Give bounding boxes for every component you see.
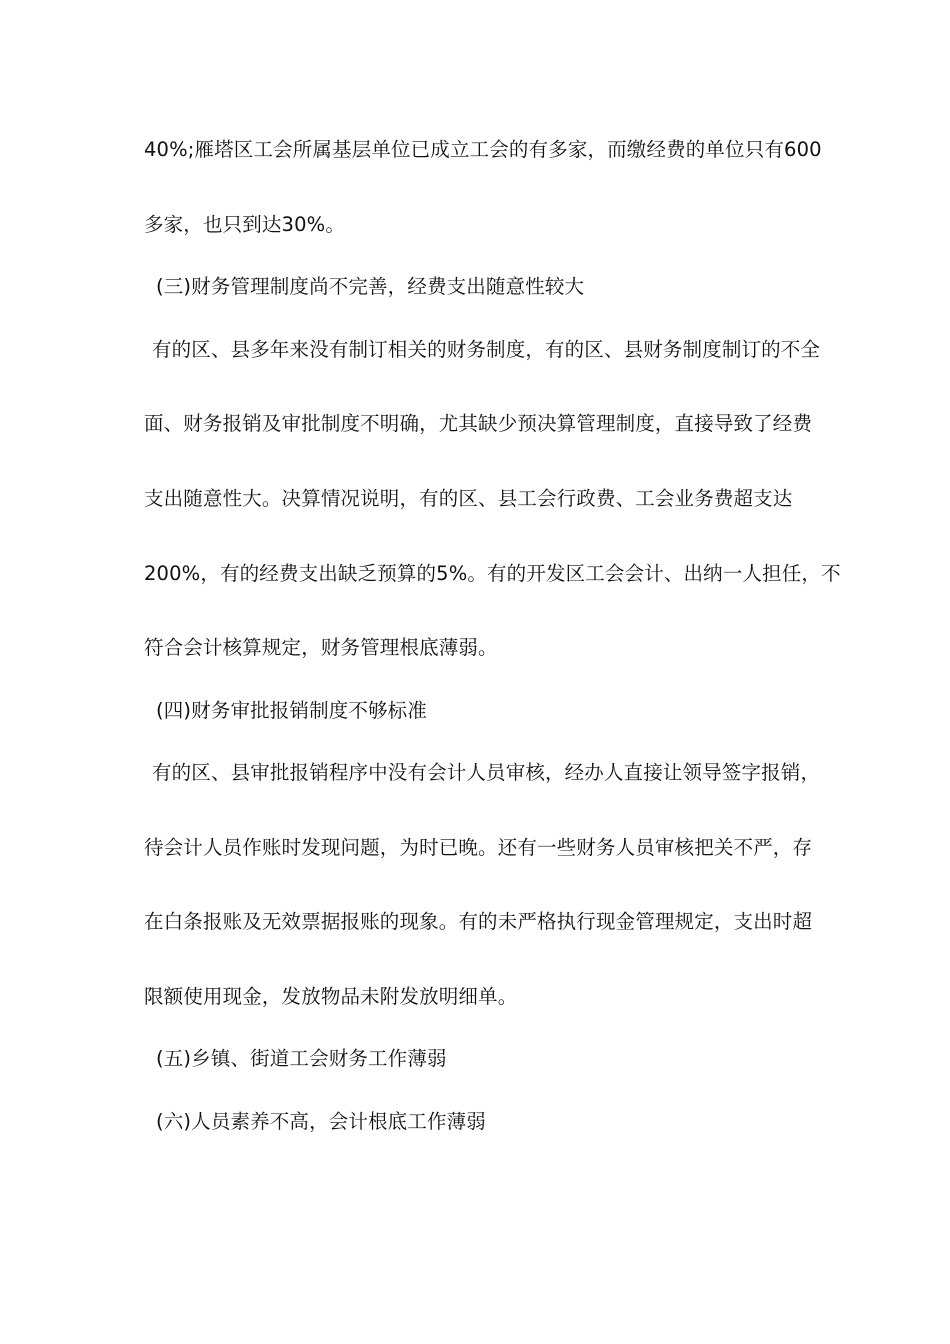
paragraph-line: 有的区、县审批报销程序中没有会计人员审核，经办人直接让领导签字报销， [152,761,821,784]
paragraph-line: 在白条报账及无效票据报账的现象。有的未严格执行现金管理规定，支出时超 [144,910,813,933]
paragraph-line: 符合会计核算规定，财务管理根底薄弱。 [144,636,498,659]
paragraph-line: 待会计人员作账时发现问题，为时已晚。还有一些财务人员审核把关不严，存 [144,836,813,859]
section-heading: (六)人员素养不高，会计根底工作薄弱 [156,1110,486,1133]
paragraph-line: 多家，也只到达30%。 [144,213,345,236]
paragraph-line: 有的区、县多年来没有制订相关的财务制度，有的区、县财务制度制订的不全 [152,338,821,361]
section-heading: (三)财务管理制度尚不完善，经费支出随意性较大 [156,275,585,298]
section-heading: (四)财务审批报销制度不够标准 [156,699,427,722]
section-heading: (五)乡镇、街道工会财务工作薄弱 [156,1047,447,1070]
paragraph-line: 支出随意性大。决算情况说明，有的区、县工会行政费、工会业务费超支达 [144,487,793,510]
paragraph-line: 200%，有的经费支出缺乏预算的5%。有的开发区工会会计、出纳一人担任，不 [144,562,841,585]
paragraph-line: 面、财务报销及审批制度不明确，尤其缺少预决算管理制度，直接导致了经费 [144,412,813,435]
paragraph-line: 限额使用现金，发放物品未附发放明细单。 [144,985,518,1008]
paragraph-line: 40%;雁塔区工会所属基层单位已成立工会的有多家，而缴经费的单位只有600 [144,138,822,161]
